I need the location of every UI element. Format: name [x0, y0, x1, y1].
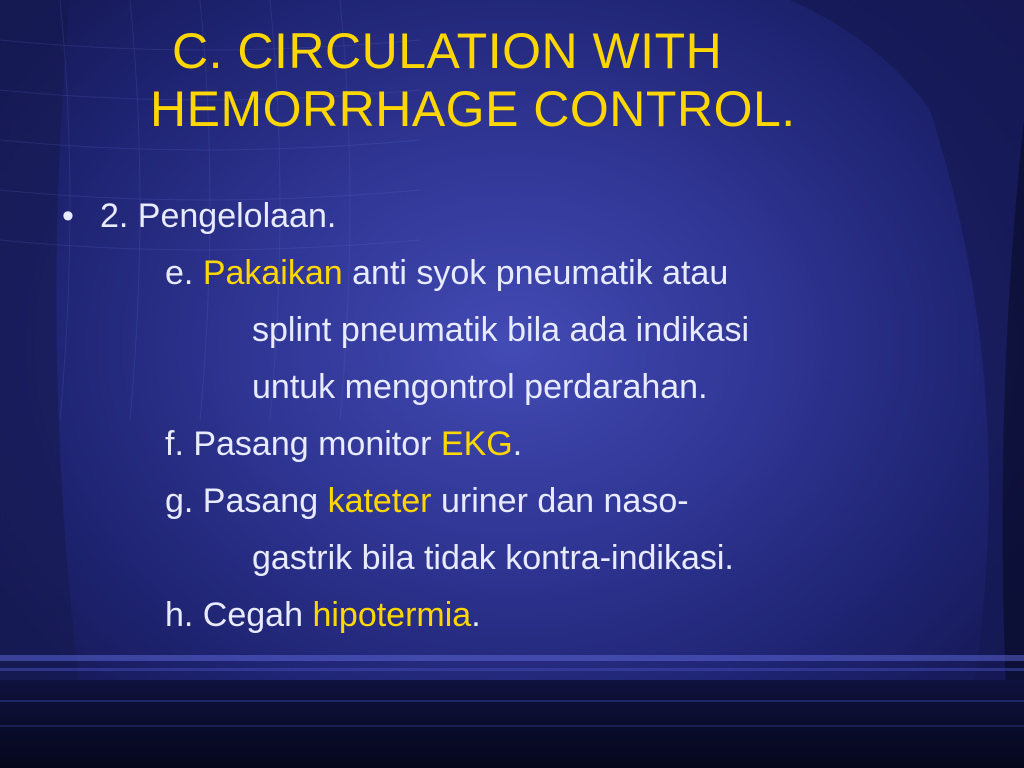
- bullet-heading: 2. Pengelolaan.: [100, 197, 337, 235]
- item-g-highlight: kateter: [327, 482, 432, 520]
- item-g: [165, 473, 689, 530]
- item-e-continuation-1: splint pneumatik bila ada indikasi: [252, 311, 750, 349]
- item-e-rest: anti syok pneumatik atau: [342, 254, 729, 292]
- item-f-highlight: EKG: [440, 425, 513, 463]
- item-e-continuation-2: untuk mengontrol perdarahan.: [252, 368, 708, 406]
- item-g-continuation-1: gastrik bila tidak kontra-indikasi.: [252, 539, 734, 577]
- item-e: [165, 245, 728, 302]
- item-g-prefix: g. Pasang: [165, 482, 328, 520]
- item-g-rest: uriner dan naso-: [431, 482, 689, 520]
- item-f-prefix: f. Pasang monitor: [165, 425, 441, 463]
- bullet-icon: •: [62, 197, 74, 235]
- item-h-highlight: hipotermia: [312, 596, 472, 634]
- item-h: [165, 587, 481, 644]
- item-e-prefix: e.: [165, 254, 203, 292]
- item-h-suffix: .: [471, 596, 481, 634]
- item-h-prefix: h. Cegah: [165, 596, 313, 634]
- title-line-2: HEMORRHAGE CONTROL.: [150, 81, 796, 137]
- item-e-highlight: Pakaikan: [202, 254, 343, 292]
- item-f: [165, 416, 522, 473]
- item-f-suffix: .: [512, 425, 523, 463]
- title-line-1: C. CIRCULATION WITH: [172, 23, 723, 79]
